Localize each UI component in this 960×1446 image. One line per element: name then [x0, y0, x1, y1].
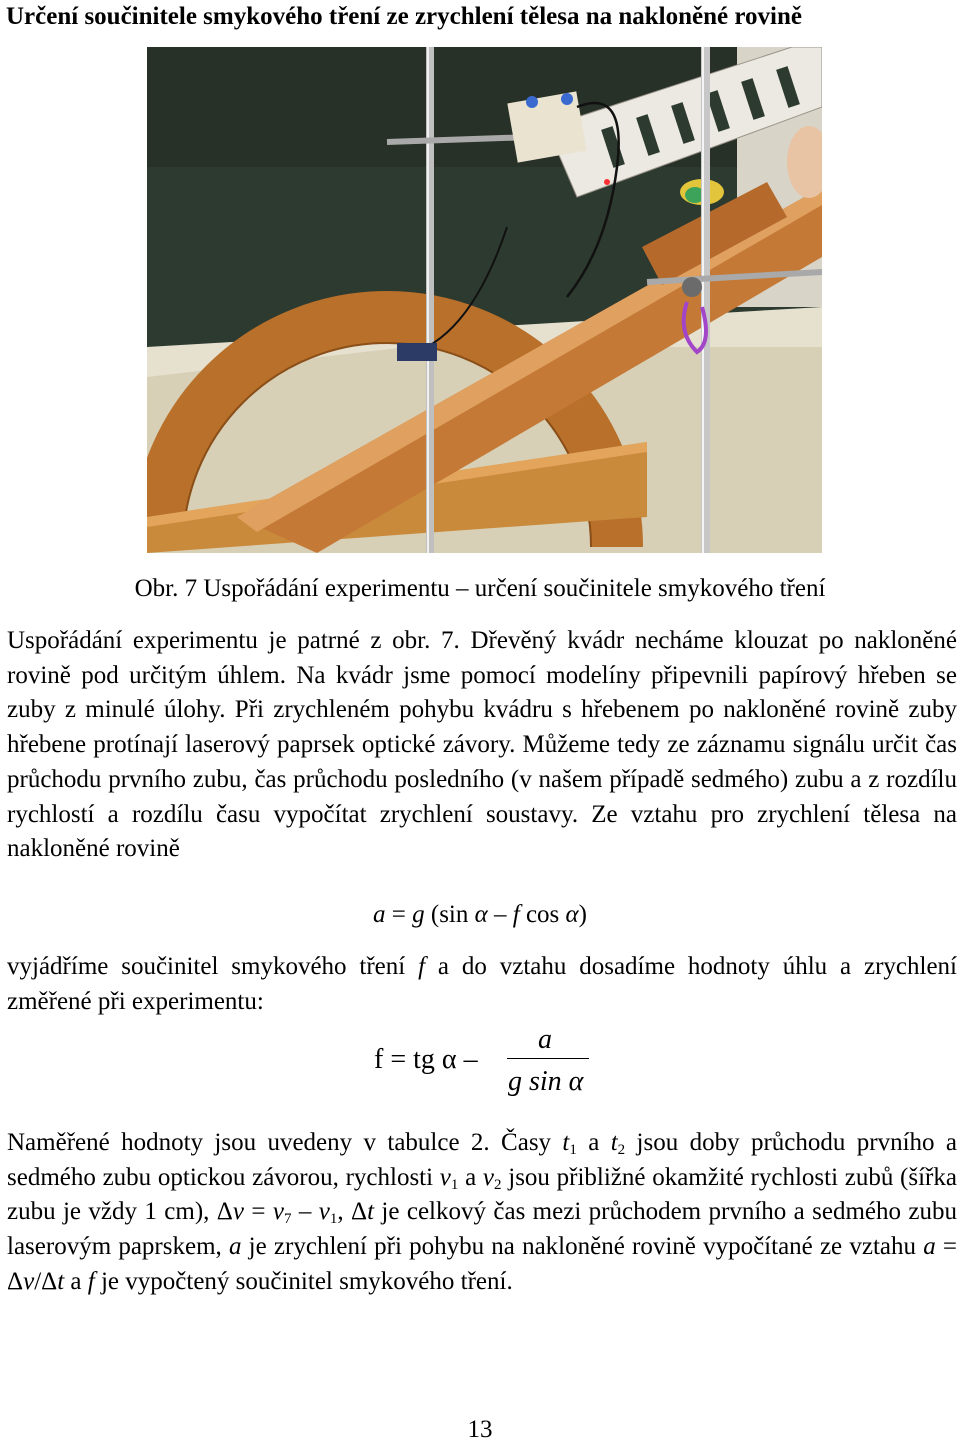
symbol-a: a — [228, 1233, 242, 1261]
text-segment: , Δ — [337, 1198, 368, 1226]
text-segment: je zrychlení při pohybu na nakloněné rovině vypočítané ze vztahu — [241, 1233, 924, 1261]
eq-minus: – — [487, 901, 513, 928]
page-title: Určení součinitele smykového tření ze zrychlení tělesa na nakloněné rovině — [6, 3, 802, 30]
experiment-photo — [147, 47, 822, 553]
symbol-v: v — [23, 1267, 35, 1295]
symbol-t: t — [562, 1129, 570, 1156]
symbol-t: t — [610, 1129, 618, 1156]
symbol-f: f — [87, 1267, 95, 1295]
subscript: 1 — [329, 1211, 338, 1228]
subscript: 2 — [617, 1142, 626, 1158]
text-segment: jsou doby průchodu prvního a sedmého zubu optickou závorou, rychlosti — [7, 1129, 957, 1191]
equation-acceleration — [0, 898, 960, 932]
text-segment: jsou přibližné okamžité rychlosti zubů (šířka zubu je vždy 1 cm), Δ — [7, 1163, 957, 1226]
symbol-v: v — [318, 1198, 330, 1226]
text-segment: – — [291, 1198, 319, 1226]
text-segment: a — [458, 1163, 483, 1191]
subscript: 1 — [450, 1176, 459, 1193]
eq-g: g — [412, 901, 425, 928]
text-segment: a do vztahu dosadíme hodnoty úhlu a zrychlení změřené při experimentu: — [7, 953, 957, 1015]
figure-caption: Obr. 7 Uspořádání experimentu – určení součinitele smykového tření — [134, 575, 826, 602]
subscript: 1 — [569, 1142, 577, 1158]
eq-close: ) — [578, 901, 587, 928]
text-segment: = Δ — [7, 1233, 957, 1295]
eq2-lhs: f = tg α – — [374, 1044, 478, 1075]
eq-cos: cos — [519, 901, 566, 928]
text-segment: a — [64, 1267, 88, 1295]
eq-alpha-2: α — [565, 901, 579, 928]
paragraph-friction — [7, 950, 957, 1019]
symbol-t: t — [57, 1267, 65, 1295]
text-segment: Naměřené hodnoty jsou uvedeny v tabulce 2. Časy — [7, 1129, 563, 1156]
symbol-v: v — [272, 1198, 284, 1226]
eq-open: (sin — [424, 901, 475, 928]
fraction-bar — [507, 1058, 589, 1059]
symbol-v: v — [482, 1163, 495, 1191]
symbol-v: v — [232, 1198, 244, 1226]
subscript: 2 — [494, 1176, 502, 1193]
text-segment: = — [243, 1198, 273, 1226]
text-segment: a — [576, 1129, 611, 1156]
paragraph-intro-text: Uspořádání experimentu je patrné z obr. 7. Dřevěný kvádr necháme klouzat po nakloněné rovině pod určitým úhlem. Na kvádr jsme pomocí modelíny připevnili papírový hřeben se zuby z minulé úlohy. Při zrychleném pohybu kvádru s hřebenem po nakloněné rovině zuby hřebene protínají laserový paprsek optické závory. Můžeme tedy ze záznamu signálu určit čas průchodu prvního zubu, čas průchodu posledního (v našem případě sedmého) zubu a z rozdílu rychlostí a rozdílu času vypočítat zrychlení soustavy. Ze vztahu pro zrychlení tělesa na nakloněné rovině — [7, 627, 957, 863]
symbol-v: v — [439, 1163, 451, 1191]
text-segment: vyjádříme součinitel smykového tření — [7, 953, 419, 980]
text-segment: /Δ — [34, 1267, 58, 1295]
paragraph-intro — [7, 624, 957, 867]
equation-friction-coefficient — [370, 1022, 610, 1102]
eq-a: a — [373, 901, 386, 928]
text-segment: je vypočtený součinitel smykového tření. — [94, 1267, 513, 1295]
eq-equals: = — [385, 901, 413, 928]
page-number: 13 — [467, 1416, 493, 1443]
subscript: 7 — [283, 1211, 292, 1228]
paragraph-results — [7, 1126, 957, 1300]
text-segment: je celkový čas mezi průchodem prvního a sedmého zubu laserovým paprskem, — [7, 1198, 957, 1261]
eq-f: f — [512, 901, 520, 928]
symbol-t: t — [367, 1198, 375, 1226]
eq2-numerator: a — [538, 1024, 552, 1055]
symbol-f: f — [418, 953, 426, 980]
symbol-a: a — [923, 1233, 936, 1261]
eq2-denominator: g sin α — [508, 1066, 584, 1097]
eq-alpha-1: α — [474, 901, 488, 928]
